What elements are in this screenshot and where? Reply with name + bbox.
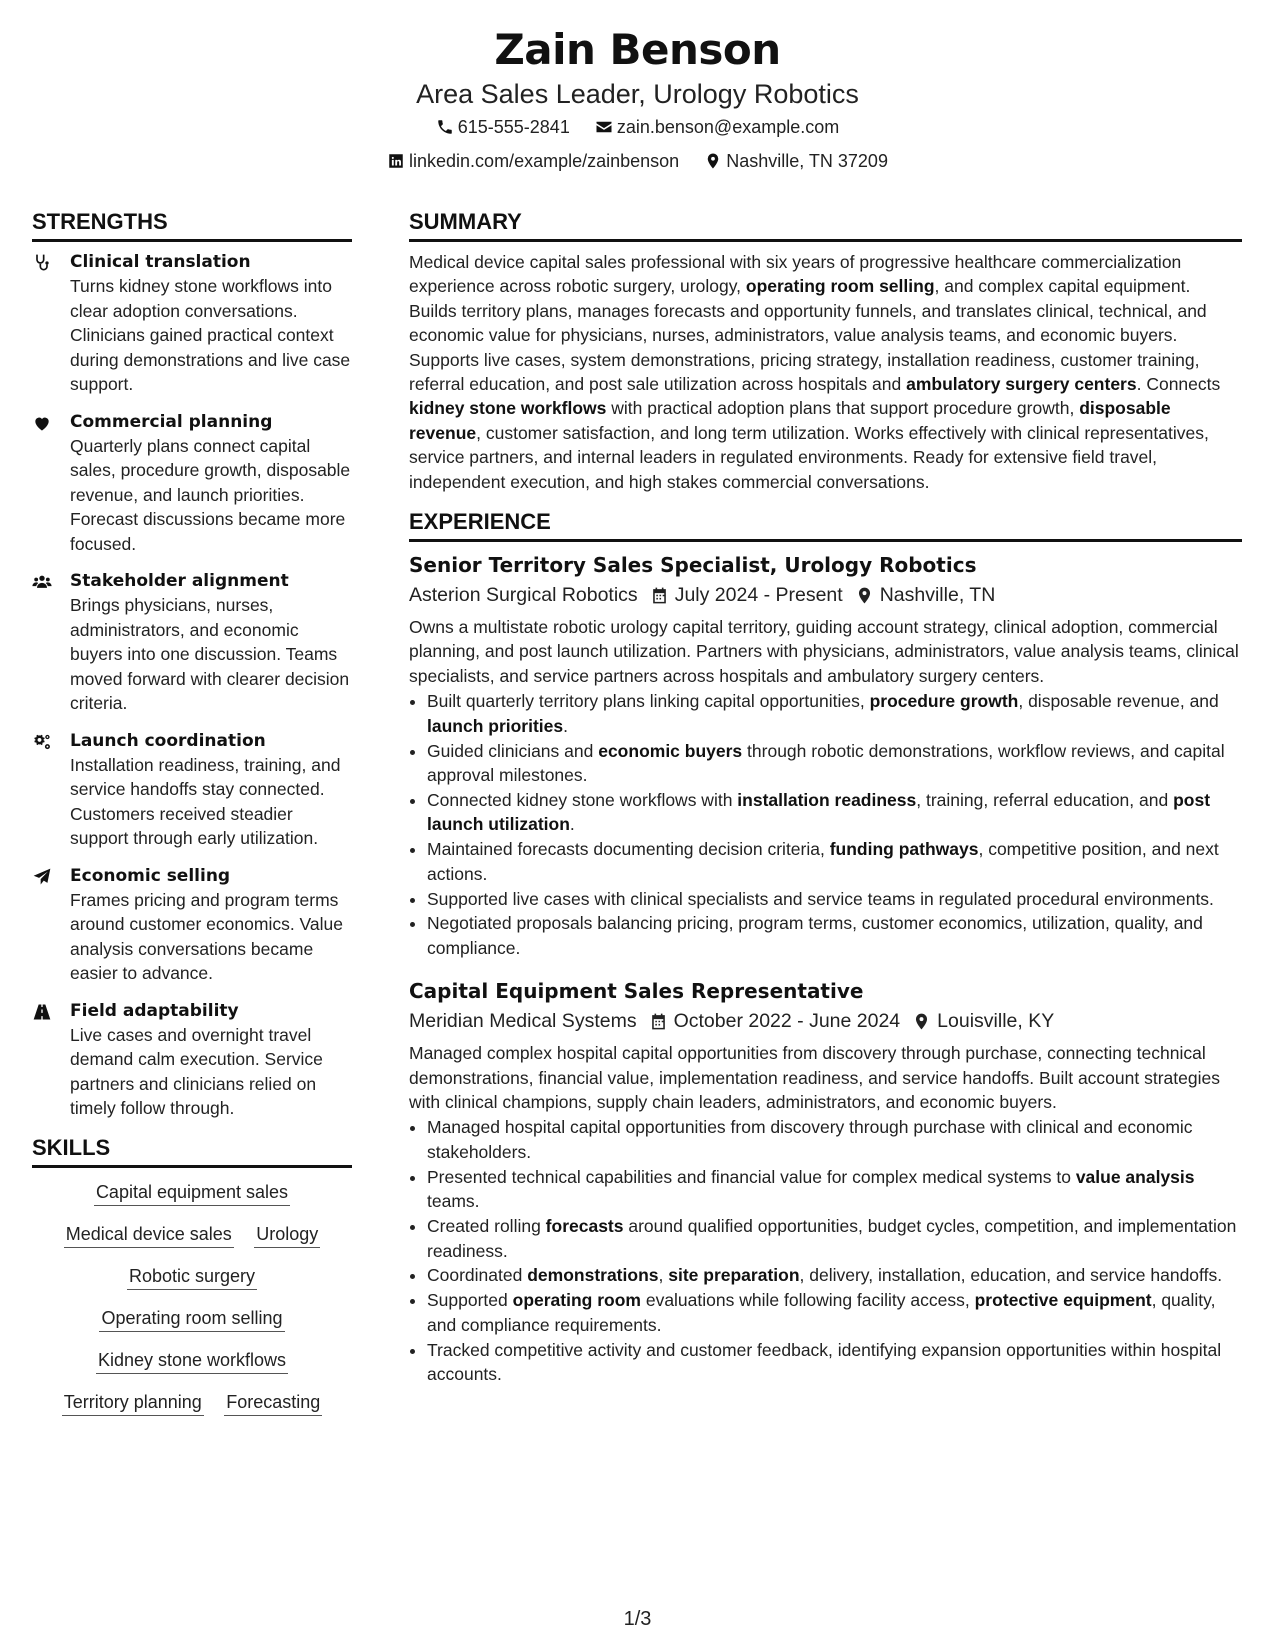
text-run: , competitive position, and next actions. bbox=[427, 839, 1219, 884]
bold-text: procedure growth bbox=[869, 691, 1019, 712]
bullet-item bbox=[427, 837, 1242, 886]
text-run: , delivery, installation, education, and service handoffs. bbox=[799, 1265, 1223, 1286]
experience-heading: EXPERIENCE bbox=[409, 508, 1242, 542]
road-icon bbox=[32, 1002, 52, 1022]
summary-paragraph bbox=[409, 250, 1242, 494]
job-description: Managed complex hospital capital opportunities from discovery through purchase, connecting technical demonstrations, financial value, implementation readiness, and service handoffs. Built account strategies with clinical champions, supply chain leaders, administrators, and economic buyers. bbox=[409, 1043, 1220, 1113]
text-run: evaluations while following facility access, bbox=[640, 1290, 975, 1311]
strength-desc: Brings physicians, nurses, administrators, and economic buyers into one discussion. Teams moved forward with clearer decision criteria. bbox=[70, 595, 350, 713]
bold-text: site preparation bbox=[668, 1265, 800, 1286]
job-bullets bbox=[409, 689, 1242, 960]
skill-row bbox=[32, 1348, 352, 1374]
strength-title: Field adaptability bbox=[70, 1000, 239, 1021]
skill-row bbox=[32, 1264, 352, 1290]
skill-tag: Forecasting bbox=[224, 1390, 322, 1416]
candidate-name: Zain Benson bbox=[494, 25, 781, 74]
job-title: Capital Equipment Sales Representative bbox=[409, 979, 864, 1004]
strength-item bbox=[32, 864, 352, 986]
page-number: 1/3 bbox=[623, 1608, 652, 1630]
bold-text: value analysis bbox=[1075, 1166, 1195, 1187]
resume-header bbox=[0, 22, 1275, 179]
text-run: , bbox=[658, 1265, 669, 1286]
job-dates: October 2022 - June 2024 bbox=[673, 1010, 901, 1033]
text-run: Tracked competitive activity and customer feedback, identifying expansion opportunities within hospital accounts. bbox=[427, 1339, 1222, 1385]
bullet-item bbox=[427, 1288, 1242, 1337]
linkedin-item bbox=[387, 146, 679, 176]
bold-text: ambulatory surgery centers bbox=[906, 374, 1137, 395]
strength-item bbox=[32, 569, 352, 716]
text-run: , and complex capital equipment. Builds territory plans, manages forecasts and opportunity funnels, and translates clinical, technical, and economic value for physicians, nurses, administrators, value analysis teams, and economic buyers. Supports live cases, system demonstrations, pricing strategy, installation readiness, customer training, referral education, and post sale utilization across hospitals and bbox=[409, 276, 1207, 395]
text-run: Built quarterly territory plans linking capital opportunities, bbox=[427, 691, 870, 712]
text-run: Managed hospital capital opportunities from discovery through purchase with clinical and economic stakeholders. bbox=[427, 1117, 1193, 1162]
phone-item bbox=[436, 112, 570, 142]
text-run: Medical device capital sales professional with six years of progressive healthcare commercialization experience across robotic surgery, urology, bbox=[409, 252, 1182, 297]
text-run: around qualified opportunities, budget cycles, competition, and implementation readiness. bbox=[427, 1216, 1237, 1261]
skill-tag: Robotic surgery bbox=[127, 1264, 257, 1290]
bold-text: operating room bbox=[512, 1290, 641, 1311]
candidate-role: Area Sales Leader, Urology Robotics bbox=[416, 79, 859, 109]
skill-row bbox=[32, 1180, 352, 1206]
right-column bbox=[409, 208, 1242, 1402]
bullet-item bbox=[427, 887, 1242, 911]
strength-title: Launch coordination bbox=[70, 730, 266, 751]
job-description: Owns a multistate robotic urology capital territory, guiding account strategy, clinical adoption, commercial planning, and post launch utilization. Partners with physicians, administrators, value analysis teams, clinical specialists, and service partners across hospitals and ambulatory surgery centers. bbox=[409, 617, 1239, 686]
skill-tag: Territory planning bbox=[62, 1390, 204, 1416]
skills-heading: SKILLS bbox=[32, 1134, 352, 1168]
skill-tag: Operating room selling bbox=[99, 1306, 284, 1332]
text-run: Supported bbox=[427, 1290, 513, 1311]
text-run: , training, referral education, and bbox=[916, 789, 1174, 810]
company-name: Meridian Medical Systems bbox=[409, 1010, 637, 1033]
bold-text: launch priorities bbox=[427, 715, 564, 736]
envelope-icon bbox=[595, 118, 613, 136]
text-run: Negotiated proposals balancing pricing, program terms, customer economics, utilization, quality, and compliance. bbox=[427, 913, 1203, 958]
bold-text: protective equipment bbox=[974, 1290, 1152, 1311]
strength-item bbox=[32, 729, 352, 851]
strength-desc: Turns kidney stone workflows into clear adoption conversations. Clinicians gained practical context during demonstrations and live case support. bbox=[70, 276, 351, 394]
skill-tag: Medical device sales bbox=[64, 1222, 234, 1248]
strength-desc: Quarterly plans connect capital sales, procedure growth, disposable revenue, and launch priorities. Forecast discussions became more focused. bbox=[70, 435, 351, 554]
strength-item bbox=[32, 999, 352, 1121]
bullet-item bbox=[427, 911, 1242, 960]
strength-title: Clinical translation bbox=[70, 252, 251, 272]
text-run: Created rolling bbox=[427, 1216, 546, 1237]
map-pin-icon bbox=[704, 152, 722, 170]
job-bullets bbox=[409, 1115, 1242, 1386]
bullet-item bbox=[427, 1338, 1242, 1387]
location-text: Nashville, TN 37209 bbox=[726, 151, 888, 171]
bold-text: disposable revenue bbox=[409, 398, 1171, 443]
text-run: Coordinated bbox=[427, 1265, 528, 1286]
bold-text: post launch utilization bbox=[427, 789, 1211, 835]
job-meta bbox=[409, 1006, 1242, 1037]
text-run: Guided clinicians and bbox=[427, 740, 599, 761]
job-location: Nashville, TN bbox=[879, 584, 996, 607]
bold-text: kidney stone workflows bbox=[409, 398, 607, 419]
phone-text: 615-555-2841 bbox=[457, 117, 570, 137]
text-run: Presented technical capabilities and financial value for complex medical systems to bbox=[427, 1166, 1076, 1187]
strength-item bbox=[32, 250, 352, 397]
bold-text: operating room selling bbox=[745, 276, 935, 297]
contact-line-1 bbox=[0, 112, 1275, 145]
strength-desc: Installation readiness, training, and service handoffs stay connected. Customers received steadier support through early utilization. bbox=[70, 754, 341, 848]
strength-title: Economic selling bbox=[70, 865, 231, 886]
text-run: , quality, and compliance requirements. bbox=[427, 1290, 1216, 1335]
text-run: with practical adoption plans that support procedure growth, bbox=[606, 398, 1080, 419]
job-entry bbox=[409, 550, 1242, 960]
text-run: teams. bbox=[427, 1191, 480, 1212]
skill-row bbox=[32, 1306, 352, 1332]
linkedin-link[interactable]: linkedin.com/example/zainbenson bbox=[409, 151, 680, 171]
text-run: . Connects bbox=[1136, 374, 1221, 395]
bullet-item bbox=[427, 788, 1242, 837]
skill-tag: Capital equipment sales bbox=[94, 1180, 290, 1206]
email-link[interactable]: zain.benson@example.com bbox=[616, 117, 840, 137]
job-meta bbox=[409, 580, 1242, 611]
text-run: Maintained forecasts documenting decision criteria, bbox=[427, 839, 830, 860]
skill-tag: Urology bbox=[254, 1222, 320, 1248]
text-run: . bbox=[569, 814, 575, 835]
job-entry bbox=[409, 976, 1242, 1386]
calendar-icon bbox=[649, 1012, 668, 1031]
bullet-item bbox=[427, 1115, 1242, 1164]
skill-tag: Kidney stone workflows bbox=[96, 1348, 288, 1374]
bullet-item bbox=[427, 689, 1242, 738]
stethoscope-icon bbox=[32, 253, 52, 273]
job-dates: July 2024 - Present bbox=[674, 584, 843, 607]
bullet-item bbox=[427, 1263, 1242, 1287]
text-run: , customer satisfaction, and long term utilization. Works effectively with clinical representatives, service partners, and internal leaders in regulated environments. Ready for extensive field travel, independent execution, and high stakes commercial conversations. bbox=[409, 422, 1209, 492]
strength-item bbox=[32, 410, 352, 557]
text-run: , disposable revenue, and bbox=[1018, 691, 1219, 712]
contact-line-2 bbox=[0, 146, 1275, 179]
company-name: Asterion Surgical Robotics bbox=[409, 584, 638, 607]
map-pin-icon bbox=[912, 1012, 931, 1031]
gears-icon bbox=[32, 732, 52, 752]
bold-text: economic buyers bbox=[598, 740, 743, 761]
skill-row bbox=[32, 1222, 352, 1248]
text-run: Supported live cases with clinical specialists and service teams in regulated procedural environments. bbox=[427, 888, 1214, 909]
users-icon bbox=[32, 572, 52, 592]
bullet-item bbox=[427, 1214, 1242, 1263]
strength-title: Stakeholder alignment bbox=[70, 571, 289, 591]
calendar-icon bbox=[650, 586, 669, 605]
bullet-item bbox=[427, 739, 1242, 788]
strength-title: Commercial planning bbox=[70, 411, 273, 432]
bold-text: demonstrations bbox=[527, 1265, 659, 1286]
skills-list bbox=[32, 1180, 352, 1416]
text-run: . bbox=[563, 715, 569, 736]
location-item bbox=[704, 146, 888, 176]
email-item bbox=[595, 112, 839, 142]
summary-heading: SUMMARY bbox=[409, 208, 1242, 242]
job-location: Louisville, KY bbox=[937, 1010, 1055, 1033]
heart-icon bbox=[32, 413, 52, 433]
bold-text: forecasts bbox=[545, 1216, 624, 1237]
paper-plane-icon bbox=[32, 867, 52, 887]
strength-desc: Frames pricing and program terms around customer economics. Value analysis conversations became easier to advance. bbox=[70, 889, 344, 983]
bullet-item bbox=[427, 1165, 1242, 1214]
phone-icon bbox=[436, 118, 454, 136]
map-pin-icon bbox=[855, 586, 874, 605]
strengths-heading: STRENGTHS bbox=[32, 208, 352, 242]
left-column bbox=[32, 208, 352, 1432]
bold-text: funding pathways bbox=[829, 839, 979, 860]
job-title: Senior Territory Sales Specialist, Urology Robotics bbox=[409, 553, 977, 578]
text-run: through robotic demonstrations, workflow reviews, and capital approval milestones. bbox=[427, 740, 1225, 785]
text-run: Connected kidney stone workflows with bbox=[427, 789, 738, 810]
skill-row bbox=[32, 1390, 352, 1416]
bold-text: installation readiness bbox=[737, 789, 917, 810]
linkedin-icon bbox=[387, 152, 405, 170]
strength-desc: Live cases and overnight travel demand calm execution. Service partners and clinicians relied on timely follow through. bbox=[70, 1024, 323, 1118]
